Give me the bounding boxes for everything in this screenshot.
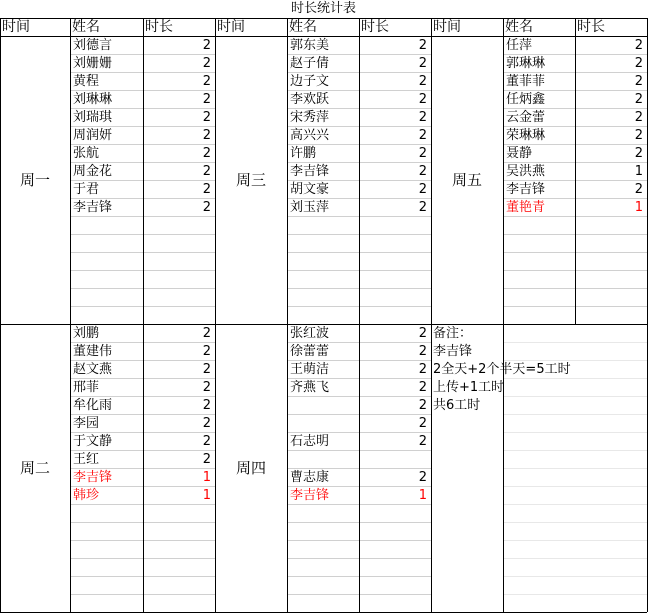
name-cell[interactable]: 刘德言 xyxy=(73,38,113,53)
name-cell[interactable]: 边子文 xyxy=(290,74,330,89)
duration-cell[interactable]: 1 xyxy=(634,200,643,215)
header-duration[interactable]: 时长 xyxy=(577,19,605,35)
name-cell[interactable]: 任炳鑫 xyxy=(506,92,546,107)
duration-cell[interactable]: 2 xyxy=(418,434,427,449)
header-time[interactable]: 时间 xyxy=(2,19,30,35)
duration-cell[interactable]: 2 xyxy=(202,326,211,341)
day-label[interactable]: 周一 xyxy=(19,171,50,189)
duration-cell[interactable]: 2 xyxy=(418,182,427,197)
duration-cell[interactable]: 2 xyxy=(202,74,211,89)
note-line[interactable]: 上传+1工时 xyxy=(433,380,505,395)
name-cell[interactable]: 荣琳琳 xyxy=(506,128,546,143)
name-cell[interactable]: 刘琳琳 xyxy=(73,92,113,107)
name-cell[interactable]: 邢菲 xyxy=(73,380,100,395)
duration-cell[interactable] xyxy=(359,451,431,469)
duration-cell[interactable]: 2 xyxy=(418,326,427,341)
name-cell[interactable]: 张红波 xyxy=(290,326,330,341)
duration-cell[interactable]: 2 xyxy=(634,146,643,161)
duration-cell[interactable]: 2 xyxy=(418,362,427,377)
duration-cell[interactable]: 2 xyxy=(202,56,211,71)
duration-cell[interactable]: 2 xyxy=(202,398,211,413)
duration-cell[interactable]: 2 xyxy=(418,74,427,89)
header-name[interactable]: 姓名 xyxy=(72,19,100,35)
duration-cell[interactable]: 2 xyxy=(418,164,427,179)
duration-cell[interactable]: 1 xyxy=(418,488,427,503)
duration-cell[interactable]: 2 xyxy=(418,92,427,107)
name-cell[interactable]: 聂静 xyxy=(506,146,533,161)
name-cell[interactable]: 于君 xyxy=(73,182,100,197)
name-cell[interactable]: 刘瑞琪 xyxy=(73,110,113,125)
name-cell[interactable]: 高兴兴 xyxy=(290,128,330,143)
day-label[interactable]: 周四 xyxy=(235,459,266,477)
name-cell[interactable]: 刘玉萍 xyxy=(290,200,330,215)
name-cell[interactable]: 云金蕾 xyxy=(506,110,546,125)
note-line[interactable]: 2全天+2个半天=5工时 xyxy=(433,362,571,377)
name-cell[interactable]: 郭琳琳 xyxy=(506,56,546,71)
name-cell[interactable]: 周金花 xyxy=(73,164,113,179)
note-line[interactable]: 备注： xyxy=(433,326,473,341)
name-cell[interactable]: 王红 xyxy=(73,452,100,467)
duration-cell[interactable]: 2 xyxy=(202,92,211,107)
duration-cell[interactable]: 1 xyxy=(202,488,211,503)
duration-cell[interactable]: 2 xyxy=(202,452,211,467)
duration-cell[interactable]: 2 xyxy=(418,380,427,395)
name-cell[interactable]: 齐燕飞 xyxy=(290,380,330,395)
duration-cell[interactable]: 2 xyxy=(634,182,643,197)
name-cell[interactable]: 郭东美 xyxy=(290,38,330,53)
name-cell[interactable]: 黄程 xyxy=(73,74,100,89)
header-duration[interactable]: 时长 xyxy=(361,19,389,35)
duration-cell[interactable]: 2 xyxy=(202,164,211,179)
duration-cell[interactable]: 2 xyxy=(202,38,211,53)
name-cell[interactable]: 曹志康 xyxy=(290,470,330,485)
duration-cell[interactable]: 2 xyxy=(418,56,427,71)
duration-cell[interactable]: 2 xyxy=(634,128,643,143)
header-name[interactable]: 姓名 xyxy=(289,19,317,35)
name-cell[interactable]: 李吉锋 xyxy=(73,200,113,215)
header-time[interactable]: 时间 xyxy=(433,19,461,35)
name-cell[interactable]: 宋秀萍 xyxy=(290,110,330,125)
day-label[interactable]: 周五 xyxy=(451,171,482,189)
name-cell[interactable]: 李吉锋 xyxy=(506,182,546,197)
duration-cell[interactable]: 2 xyxy=(202,344,211,359)
name-cell[interactable] xyxy=(287,415,359,433)
duration-cell[interactable]: 2 xyxy=(418,110,427,125)
name-cell[interactable]: 石志明 xyxy=(290,434,330,449)
duration-cell[interactable]: 2 xyxy=(418,38,427,53)
duration-cell[interactable]: 2 xyxy=(634,110,643,125)
header-name[interactable]: 姓名 xyxy=(505,19,533,35)
name-cell[interactable] xyxy=(287,451,359,469)
name-cell[interactable]: 任萍 xyxy=(506,38,533,53)
duration-cell[interactable]: 2 xyxy=(634,74,643,89)
sheet-title[interactable]: 时长统计表 xyxy=(290,1,356,16)
name-cell[interactable]: 韩珍 xyxy=(73,488,100,503)
duration-cell[interactable]: 2 xyxy=(202,362,211,377)
header-time[interactable]: 时间 xyxy=(217,19,245,35)
name-cell[interactable]: 赵子倩 xyxy=(290,56,330,71)
duration-cell[interactable]: 2 xyxy=(418,128,427,143)
duration-cell[interactable]: 2 xyxy=(634,92,643,107)
duration-cell[interactable]: 2 xyxy=(202,128,211,143)
note-line[interactable]: 李吉锋 xyxy=(433,344,473,359)
name-cell[interactable]: 刘鹏 xyxy=(73,326,100,341)
name-cell[interactable]: 李欢跃 xyxy=(290,92,330,107)
name-cell[interactable]: 董菲菲 xyxy=(506,74,546,89)
name-cell[interactable]: 胡文豪 xyxy=(290,182,330,197)
name-cell[interactable] xyxy=(287,397,359,415)
name-cell[interactable]: 牟化雨 xyxy=(73,398,113,413)
duration-cell[interactable]: 2 xyxy=(418,416,427,431)
name-cell[interactable]: 董艳青 xyxy=(506,200,546,215)
note-line[interactable]: 共6工时 xyxy=(433,398,481,413)
duration-cell[interactable]: 2 xyxy=(418,200,427,215)
duration-cell[interactable]: 2 xyxy=(418,398,427,413)
duration-cell[interactable]: 2 xyxy=(418,344,427,359)
duration-cell[interactable]: 2 xyxy=(634,56,643,71)
name-cell[interactable]: 李吉锋 xyxy=(73,470,113,485)
duration-cell[interactable]: 2 xyxy=(202,146,211,161)
duration-cell[interactable]: 2 xyxy=(202,416,211,431)
name-cell[interactable]: 王萌洁 xyxy=(290,362,330,377)
duration-cell[interactable]: 2 xyxy=(202,200,211,215)
name-cell[interactable]: 李园 xyxy=(73,416,100,431)
day-label[interactable]: 周二 xyxy=(19,459,50,477)
name-cell[interactable]: 徐蕾蕾 xyxy=(290,344,330,359)
duration-cell[interactable]: 2 xyxy=(202,182,211,197)
duration-cell[interactable]: 2 xyxy=(418,470,427,485)
name-cell[interactable]: 刘姗姗 xyxy=(73,56,113,71)
name-cell[interactable]: 李吉锋 xyxy=(290,488,330,503)
name-cell[interactable]: 张航 xyxy=(73,146,100,161)
duration-cell[interactable]: 2 xyxy=(418,146,427,161)
name-cell[interactable]: 许鹏 xyxy=(290,146,317,161)
name-cell[interactable]: 于文静 xyxy=(73,434,113,449)
day-label[interactable]: 周三 xyxy=(235,171,266,189)
header-duration[interactable]: 时长 xyxy=(145,19,173,35)
name-cell[interactable]: 周润妍 xyxy=(73,128,113,143)
duration-cell[interactable]: 1 xyxy=(634,164,643,179)
duration-cell[interactable]: 2 xyxy=(634,38,643,53)
name-cell[interactable]: 董建伟 xyxy=(73,344,113,359)
duration-cell[interactable]: 1 xyxy=(202,470,211,485)
duration-cell[interactable]: 2 xyxy=(202,110,211,125)
name-cell[interactable]: 赵文燕 xyxy=(73,362,113,377)
duration-cell[interactable]: 2 xyxy=(202,380,211,395)
duration-cell[interactable]: 2 xyxy=(202,434,211,449)
name-cell[interactable]: 李吉锋 xyxy=(290,164,330,179)
name-cell[interactable]: 吴洪燕 xyxy=(506,164,546,179)
